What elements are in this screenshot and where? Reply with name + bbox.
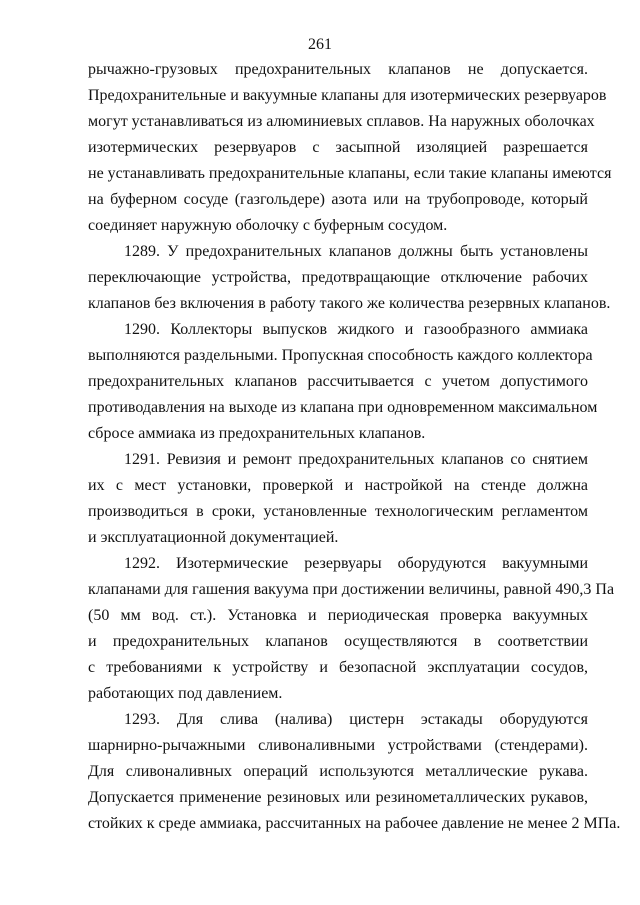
text-line: 1292. Изотермические резервуары оборудуются вакуумными <box>124 555 588 572</box>
text-line: и эксплуатационной документацией. <box>88 529 339 546</box>
text-line: выполняются раздельными. Пропускная способность каждого коллектора <box>88 347 593 364</box>
text-line: переключающие устройства, предотвращающие отключение рабочих <box>88 269 588 286</box>
text-line: их с мест установки, проверкой и настройкой на стенде должна <box>88 477 588 494</box>
text-line: (50 мм вод. ст.). Установка и периодическая проверка вакуумных <box>88 607 588 624</box>
text-line: 1291. Ревизия и ремонт предохранительных клапанов со снятием <box>124 451 588 468</box>
text-line: Предохранительные и вакуумные клапаны для изотермических резервуаров <box>88 87 607 104</box>
paragraph <box>88 447 588 551</box>
text-line: сбросе аммиака из предохранительных клапанов. <box>88 425 426 442</box>
document-body <box>88 57 621 837</box>
paragraph <box>88 551 615 707</box>
text-line: с требованиями к устройству и безопасной эксплуатации сосудов, <box>88 659 588 676</box>
text-line: предохранительных клапанов рассчитывается с учетом допустимого <box>88 373 588 390</box>
text-line: не устанавливать предохранительные клапаны, если такие клапаны имеются <box>88 165 612 182</box>
text-line: рычажно-грузовых предохранительных клапанов не допускается. <box>88 61 588 78</box>
text-line: противодавления на выходе из клапана при одновременном максимальном <box>88 399 598 416</box>
text-line: стойких к среде аммиака, рассчитанных на рабочее давление не менее 2 МПа. <box>88 815 621 832</box>
text-line: Допускается применение резиновых или резинометаллических рукавов, <box>88 789 588 806</box>
text-line: клапанов без включения в работу такого же количества резервных клапанов. <box>88 295 611 312</box>
paragraph <box>88 57 612 239</box>
text-line: могут устанавливаться из алюминиевых сплавов. На наружных оболочках <box>88 113 595 130</box>
text-line: шарнирно-рычажными сливоналивными устройствами (стендерами). <box>88 737 588 754</box>
text-line: 1293. Для слива (налива) цистерн эстакады оборудуются <box>124 711 588 728</box>
text-line: клапанами для гашения вакуума при достижении величины, равной 490,3 Па <box>88 581 615 598</box>
paragraph <box>88 707 621 837</box>
text-line: Для сливоналивных операций используются металлические рукава. <box>88 763 588 780</box>
paragraph <box>88 317 598 447</box>
text-line: и предохранительных клапанов осуществляются в соответствии <box>88 633 588 650</box>
paragraph <box>88 239 611 317</box>
text-line: на буферном сосуде (газгольдере) азота или на трубопроводе, который <box>88 191 588 208</box>
page-number: 261 <box>308 36 332 53</box>
text-line: изотермических резервуаров с засыпной изоляцией разрешается <box>88 139 588 156</box>
text-line: 1289. У предохранительных клапанов должны быть установлены <box>124 243 588 260</box>
text-line: производиться в сроки, установленные технологическим регламентом <box>88 503 588 520</box>
text-line: работающих под давлением. <box>88 685 283 702</box>
text-line: 1290. Коллекторы выпусков жидкого и газообразного аммиака <box>124 321 588 338</box>
text-line: соединяет наружную оболочку с буферным сосудом. <box>88 217 448 234</box>
